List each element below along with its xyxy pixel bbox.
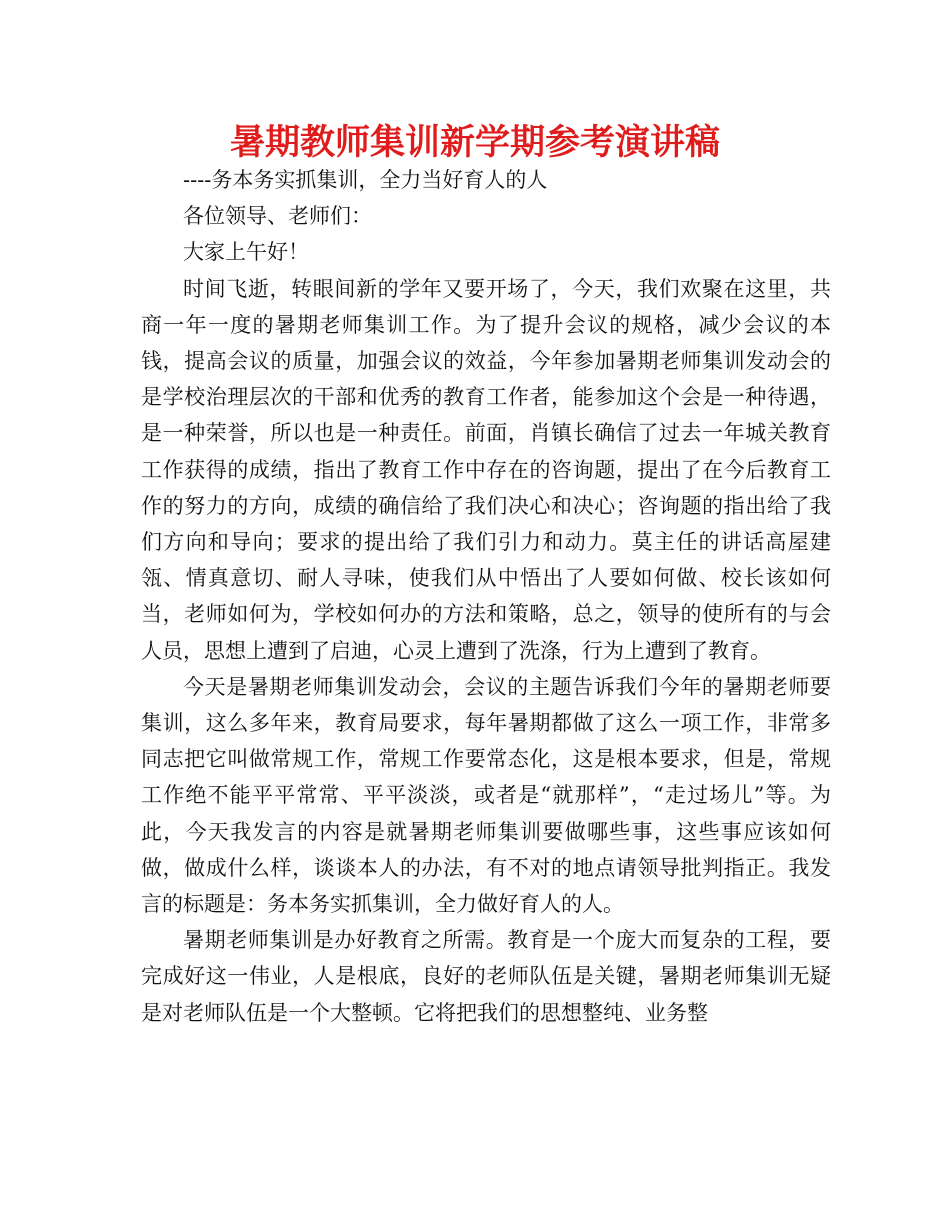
document-body [141,162,831,1031]
paragraph: 时间飞逝，转眼间新的学年又要开场了，今天，我们欢聚在这里，共商一年一度的暑期老师集训工作。为了提升会议的规格，减少会议的本钱，提高会议的质量，加强会议的效益，今年参加暑期老师集训发动会的是学校治理层次的干部和优秀的教育工作者，能参加这个会是一种待遇，是一种荣誉，所以也是一种责任。前面，肖镇长确信了过去一年城关教育工作获得的成绩，指出了教育工作中存在的咨询题，提出了在今后教育工作的努力的方向，成绩的确信给了我们决心和决心；咨询题的指出给了我们方向和导向；要求的提出给了我们引力和动力。莫主任的讲话高屋建瓴、情真意切、耐人寻味，使我们从中悟出了人要如何做、校长该如何当，老师如何为，学校如何办的方法和策略，总之，领导的使所有的与会人员，思想上遭到了启迪，心灵上遭到了洗涤，行为上遭到了教育。 [141,276,831,663]
paragraph: 暑期老师集训是办好教育之所需。教育是一个庞大而复杂的工程，要完成好这一伟业，人是根底，良好的老师队伍是关键，暑期老师集训无疑是对老师队伍是一个大整顿。它将把我们的思想整纯、业务整 [141,928,831,1025]
document-subtitle: ----务本务实抓集训，全力当好育人的人 [183,168,548,192]
document-title: 暑期教师集训新学期参考演讲稿 [229,123,720,163]
salutation: 各位领导、老师们： [183,204,372,229]
paragraph: 今天是暑期老师集训发动会，会议的主题告诉我们今年的暑期老师要集训，这么多年来，教育局要求，每年暑期都做了这么一项工作，非常多同志把它叫做常规工作，常规工作要常态化，这是根本要求，但是，常规工作绝不能平平常常、平平淡淡，或者是“就那样”，“走过场儿”等。为此，今天我发言的内容是就暑期老师集训要做哪些事，这些事应该如何做，做成什么样，谈谈本人的办法，有不对的地点请领导批判指正。我发言的标题是：务本务实抓集训，全力做好育人的人。 [141,674,831,917]
greeting: 大家上午好！ [183,240,309,265]
